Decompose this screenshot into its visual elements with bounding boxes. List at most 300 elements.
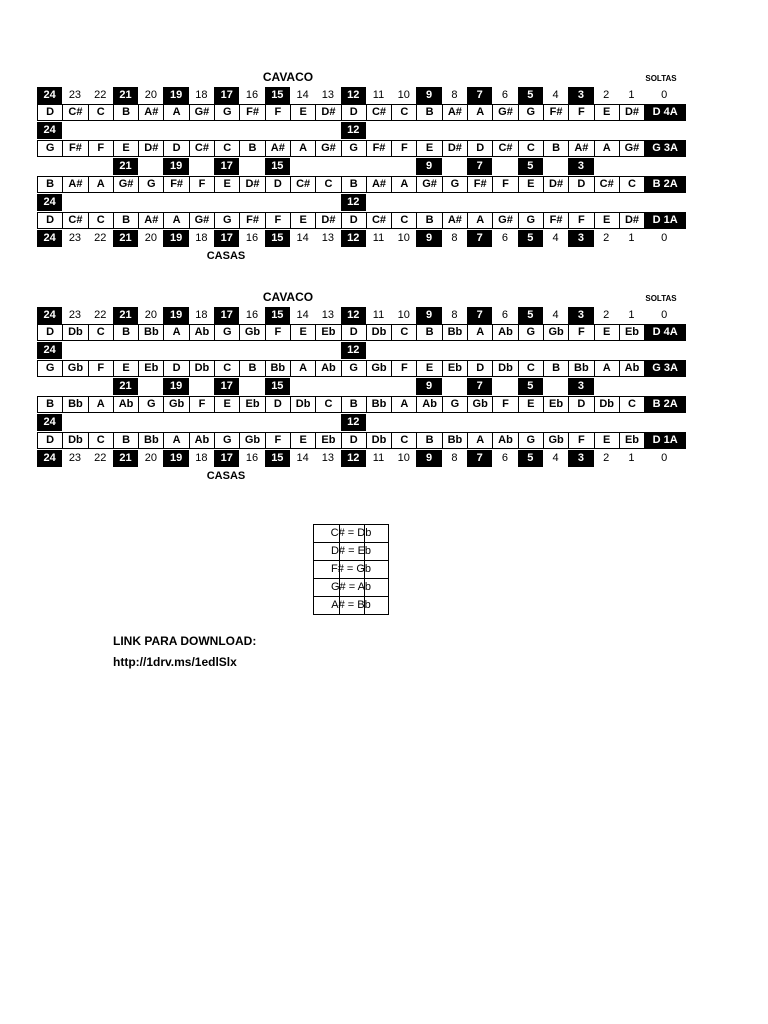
marker-row-24-12 [37,194,644,211]
open-string-label: B 2A [645,397,685,412]
string-row-d1 [37,212,686,229]
fret-number: 19 [163,450,188,467]
fret-number: 7 [467,450,492,467]
fret-number: 7 [467,230,492,247]
note-cell: E [417,141,442,156]
note-cell: D# [544,177,569,192]
string-row-b2 [37,396,686,413]
note-cell: F [569,433,594,448]
note-cell: F# [544,213,569,228]
empty-cell [619,378,644,395]
note-cell: B [417,213,442,228]
note-cell: F [493,397,518,412]
note-cell: A [392,177,417,192]
note-cell: D [38,213,63,228]
empty-cell [442,378,467,395]
note-cell: Eb [620,433,645,448]
note-cell: G [519,105,544,120]
note-cell: C [215,361,240,376]
note-cell: C [316,177,341,192]
empty-cell [543,194,568,211]
fret-number: 20 [144,232,157,244]
note-cell: A [468,213,493,228]
note-cell: F# [240,213,265,228]
fret-number: 2 [603,232,610,244]
note-cell: G [342,361,367,376]
note-cell: F# [164,177,189,192]
equivalence-row: C# = Db [314,525,389,543]
fret-number: 15 [265,307,290,324]
empty-cell [138,122,163,139]
note-cell: A# [443,105,468,120]
empty-cell [189,194,214,211]
note-cell: Gb [164,397,189,412]
empty-cell [163,194,188,211]
fret-number: 8 [451,89,458,101]
fret-number-row [37,307,684,324]
note-cell: G# [620,141,645,156]
fret-number: 20 [144,309,157,321]
note-cell: F [569,325,594,340]
empty-cell [163,342,188,359]
empty-cell [594,122,619,139]
note-cell: F [89,361,114,376]
fret-number: 23 [68,89,82,101]
fret-number: 24 [37,307,62,324]
empty-cell [391,342,416,359]
fret-number: 14 [296,89,309,101]
fret-marker: 3 [568,158,593,175]
note-cell: E [595,325,620,340]
empty-cell [366,342,391,359]
fret-number: 12 [341,307,366,324]
fret-number: 4 [552,452,559,464]
empty-cell [138,342,163,359]
empty-cell [214,194,239,211]
empty-cell [214,342,239,359]
empty-cell [88,194,113,211]
empty-cell [492,158,517,175]
casas-label: CASAS [206,470,246,482]
note-cell: Ab [316,361,341,376]
note-cell: Gb [240,433,265,448]
note-cell: B [544,361,569,376]
fret-number: 10 [397,452,410,464]
fret-number: 15 [265,450,290,467]
empty-cell [265,414,290,431]
note-cell: F [89,141,114,156]
fret-number: 16 [245,89,259,101]
note-cell: G [443,397,468,412]
note-cell: C [392,433,417,448]
empty-cell [341,158,366,175]
note-cell: A [468,105,493,120]
note-cell: F [569,213,594,228]
fret-marker: 21 [113,378,138,395]
fret-number: 2 [603,452,610,464]
casas-label: CASAS [206,250,246,262]
note-cell: A [164,325,189,340]
note-cell: C# [291,177,316,192]
note-cell: G [519,325,544,340]
empty-cell [416,342,441,359]
empty-cell [189,122,214,139]
fret-number: 5 [518,87,543,104]
note-cell: Ab [417,397,442,412]
note-cell: G [519,433,544,448]
note-cell: B [544,141,569,156]
fret-number: 7 [467,87,492,104]
note-cell: G [519,213,544,228]
empty-cell [568,122,593,139]
note-cell: B [417,325,442,340]
empty-cell [467,122,492,139]
note-cell: A [392,397,417,412]
empty-cell [138,414,163,431]
note-cell: F# [63,141,88,156]
note-cell: Db [595,397,620,412]
fret-number: 6 [501,232,509,244]
note-cell: E [114,361,139,376]
empty-cell [518,342,543,359]
empty-cell [290,342,315,359]
fret-number: 22 [94,452,107,464]
fret-number: 0 [661,309,668,321]
empty-cell [492,414,517,431]
empty-cell [568,414,593,431]
note-cell: A [595,361,620,376]
note-cell: E [291,325,316,340]
note-cell: G [215,325,240,340]
note-cell: A# [266,141,291,156]
note-cell: D [569,397,594,412]
empty-cell [88,122,113,139]
empty-cell [214,414,239,431]
empty-cell [315,194,340,211]
empty-cell [366,414,391,431]
empty-cell [290,414,315,431]
fret-number-row [37,230,684,247]
note-cell: F [266,433,291,448]
note-cell: C [620,397,645,412]
empty-cell [265,342,290,359]
fret-number: 22 [94,89,107,101]
note-cell: Eb [443,361,468,376]
note-cell: F [266,213,291,228]
empty-cell [239,122,264,139]
fret-number: 15 [265,87,290,104]
note-cell: B [342,397,367,412]
fret-number: 18 [195,89,208,101]
note-cell: Ab [493,433,518,448]
fret-marker: 5 [518,378,543,395]
empty-cell [391,158,416,175]
note-cell: G [215,433,240,448]
note-cell: A [468,433,493,448]
note-cell: Eb [316,433,341,448]
empty-cell [568,342,593,359]
fret-number: 4 [552,232,559,244]
note-cell: D [468,141,493,156]
string-row-d4 [37,324,686,341]
fret-number: 11 [372,89,385,101]
fret-number: 17 [214,230,239,247]
download-link-label: LINK PARA DOWNLOAD: [113,634,257,648]
note-cell: Bb [63,397,88,412]
note-cell: E [417,361,442,376]
fret-number: 6 [501,452,509,464]
note-cell: D# [620,105,645,120]
fret-number: 0 [661,452,668,464]
note-cell: A# [63,177,88,192]
note-cell: D [342,213,367,228]
fret-number: 8 [451,452,458,464]
fret-marker: 15 [265,378,290,395]
note-cell: C [89,213,114,228]
marker-row-middle [37,378,644,395]
empty-cell [189,342,214,359]
fret-marker: 12 [341,342,366,359]
note-cell: G [443,177,468,192]
note-cell: G# [417,177,442,192]
empty-cell [265,194,290,211]
fret-marker: 17 [214,158,239,175]
empty-cell [543,414,568,431]
note-cell: B [114,433,139,448]
note-cell: G [215,105,240,120]
empty-cell [518,194,543,211]
empty-cell [416,414,441,431]
note-cell: C [316,397,341,412]
string-row-g3 [37,140,686,157]
note-cell: C [519,141,544,156]
fret-number: 7 [467,307,492,324]
fret-number: 3 [568,230,593,247]
note-cell: Db [190,361,215,376]
fret-number: 17 [214,450,239,467]
fret-number: 1 [628,89,635,101]
note-cell: C# [367,213,392,228]
note-cell: D [342,433,367,448]
fret-number: 22 [94,232,107,244]
fret-number-row [37,450,684,467]
note-cell: C [620,177,645,192]
fret-marker: 12 [341,414,366,431]
fret-marker: 5 [518,158,543,175]
fret-number: 11 [372,309,385,321]
empty-cell [366,158,391,175]
empty-cell [290,194,315,211]
empty-cell [239,158,264,175]
fret-number: 17 [214,307,239,324]
note-cell: Eb [139,361,164,376]
note-cell: Db [367,433,392,448]
fret-number: 16 [245,232,259,244]
fret-marker: 7 [467,158,492,175]
equivalence-table [313,524,389,615]
fret-number: 22 [94,309,107,321]
empty-cell [391,194,416,211]
fret-marker: 15 [265,158,290,175]
open-string-label: D 4A [645,105,685,120]
note-cell: Eb [316,325,341,340]
fret-number: 10 [397,89,410,101]
empty-cell [467,414,492,431]
empty-cell [366,122,391,139]
empty-cell [315,122,340,139]
string-row-d4 [37,104,686,121]
download-link-url[interactable]: http://1drv.ms/1edlSlx [113,655,237,669]
empty-cell [492,122,517,139]
note-cell: F [190,177,215,192]
chart-title: CAVACO [262,290,314,304]
note-cell: D# [240,177,265,192]
fret-number: 21 [113,450,138,467]
note-cell: B [417,105,442,120]
note-cell: Bb [367,397,392,412]
note-cell: D# [316,105,341,120]
empty-cell [594,194,619,211]
empty-cell [518,414,543,431]
note-cell: B [114,213,139,228]
note-cell: Gb [544,433,569,448]
empty-cell [315,414,340,431]
fret-number: 13 [321,232,335,244]
note-cell: A# [139,213,164,228]
note-cell: G# [493,213,518,228]
fret-number: 9 [416,230,441,247]
empty-cell [189,414,214,431]
empty-cell [543,342,568,359]
empty-cell [619,158,644,175]
empty-cell [518,122,543,139]
note-cell: B [417,433,442,448]
empty-cell [619,122,644,139]
fret-number: 4 [552,89,559,101]
empty-cell [88,158,113,175]
open-string-label: D 1A [645,213,685,228]
empty-cell [391,122,416,139]
empty-cell [138,194,163,211]
fret-number-row [37,87,684,104]
fret-number: 5 [518,450,543,467]
note-cell: A [89,177,114,192]
fret-number: 4 [552,309,559,321]
empty-cell [239,414,264,431]
marker-row-middle [37,158,644,175]
fret-number: 13 [321,452,335,464]
empty-cell [290,122,315,139]
fret-marker: 19 [163,158,188,175]
note-cell: G [38,361,63,376]
soltas-label: SOLTAS [645,294,677,303]
note-cell: Db [63,325,88,340]
empty-cell [37,158,62,175]
open-string-label: D 4A [645,325,685,340]
empty-cell [366,378,391,395]
empty-cell [594,378,619,395]
note-cell: G# [493,105,518,120]
empty-cell [594,342,619,359]
fret-number: 10 [397,309,410,321]
note-cell: Bb [443,325,468,340]
empty-cell [619,194,644,211]
note-cell: Bb [139,433,164,448]
fret-number: 6 [501,309,509,321]
open-string-label: G 3A [645,361,685,376]
note-cell: E [215,177,240,192]
marker-row-24-12 [37,342,644,359]
empty-cell [88,378,113,395]
note-cell: A# [443,213,468,228]
note-cell: C [89,433,114,448]
fret-number: 16 [245,309,259,321]
empty-cell [341,378,366,395]
fret-number: 23 [68,452,82,464]
fret-number: 1 [628,232,635,244]
note-cell: E [595,213,620,228]
fret-number: 14 [296,232,309,244]
equivalence-row: G# = Ab [314,579,389,597]
open-string-label: G 3A [645,141,685,156]
fret-number: 10 [397,232,410,244]
fret-number: 18 [195,452,208,464]
note-cell: A [468,325,493,340]
note-cell: G# [190,213,215,228]
note-cell: F# [544,105,569,120]
note-cell: D [38,325,63,340]
soltas-label: SOLTAS [645,74,677,83]
fret-number: 12 [341,87,366,104]
empty-cell [594,158,619,175]
fret-number: 3 [568,87,593,104]
note-cell: A [164,105,189,120]
note-cell: C [392,105,417,120]
fret-number: 19 [163,87,188,104]
note-cell: G [139,397,164,412]
note-cell: E [291,433,316,448]
note-cell: G [342,141,367,156]
empty-cell [113,122,138,139]
fret-number: 19 [163,230,188,247]
note-cell: G [38,141,63,156]
fret-number: 5 [518,230,543,247]
empty-cell [62,122,87,139]
fret-number: 11 [372,452,385,464]
fret-marker: 21 [113,158,138,175]
empty-cell [62,342,87,359]
empty-cell [163,414,188,431]
fret-marker: 9 [416,158,441,175]
note-cell: A [164,433,189,448]
empty-cell [315,378,340,395]
empty-cell [88,414,113,431]
note-cell: D [342,105,367,120]
empty-cell [214,122,239,139]
fret-number: 3 [568,450,593,467]
empty-cell [568,194,593,211]
note-cell: C# [493,141,518,156]
fret-number: 8 [451,309,458,321]
note-cell: E [595,433,620,448]
fret-number: 18 [195,232,208,244]
empty-cell [619,414,644,431]
note-cell: D# [620,213,645,228]
empty-cell [366,194,391,211]
empty-cell [113,342,138,359]
string-row-b2 [37,176,686,193]
note-cell: G# [190,105,215,120]
